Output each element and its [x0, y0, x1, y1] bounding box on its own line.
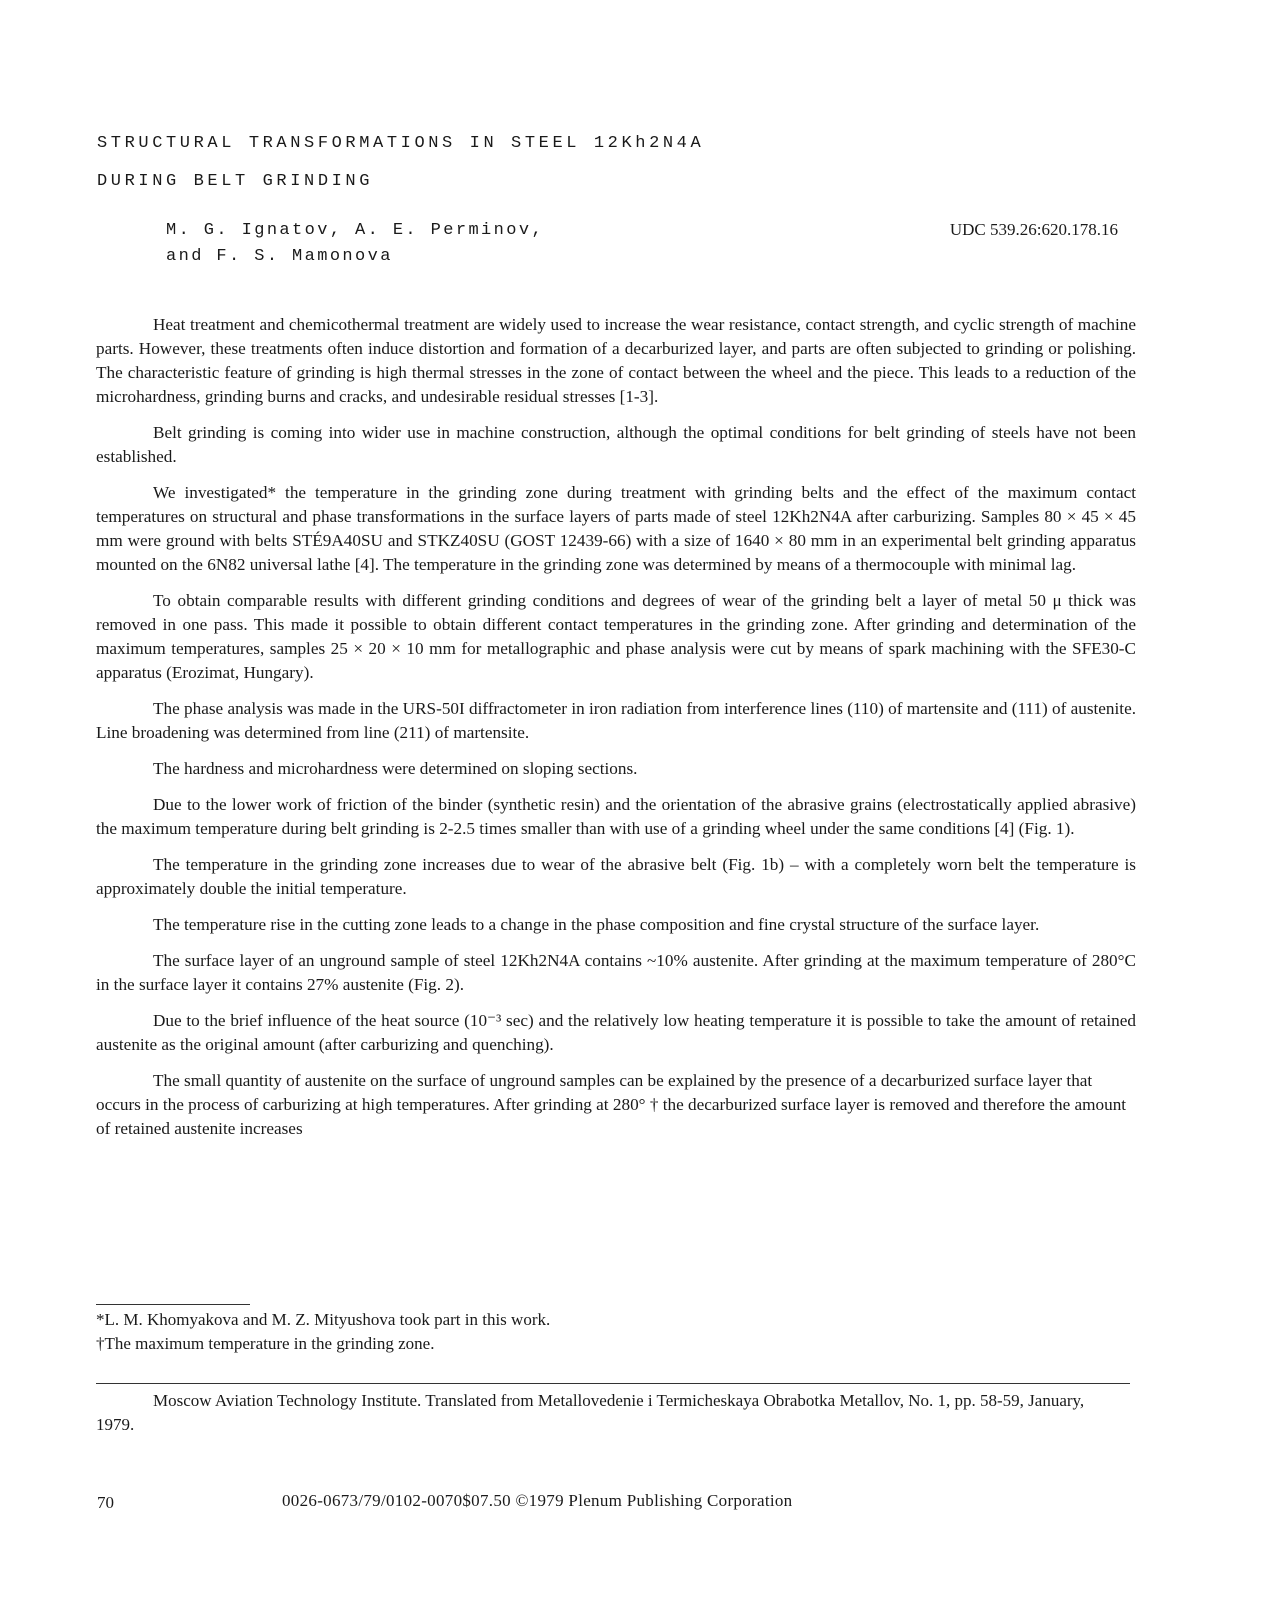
body-paragraph: Due to the lower work of friction of the binder (synthetic resin) and the orientation of the abrasive grains (electrostatically applied abrasive) the maximum temperature during belt grinding is 2-2.5 times smaller than with use of a grinding wheel under the same conditions [4] (Fig. 1). [96, 795, 1136, 838]
body-paragraph: The phase analysis was made in the URS-50I diffractometer in iron radiation from interference lines (110) of martensite and (111) of austenite. Line broadening was determined from line (211) of martensite. [96, 699, 1136, 742]
article-title-line-1: STRUCTURAL TRANSFORMATIONS IN STEEL 12Kh2N4A [97, 134, 705, 153]
body-paragraph: The surface layer of an unground sample of steel 12Kh2N4A contains ~10% austenite. After grinding at the maximum temperature of 280°C in the surface layer it contains 27% austenite (Fig. 2). [96, 951, 1136, 994]
footnote: *L. M. Khomyakova and M. Z. Mityushova took part in this work. [96, 1310, 551, 1329]
body-paragraph: The temperature rise in the cutting zone leads to a change in the phase composition and fine crystal structure of the surface layer. [153, 915, 1040, 934]
article-title-line-2: DURING BELT GRINDING [97, 172, 374, 191]
body-paragraph: Heat treatment and chemicothermal treatment are widely used to increase the wear resistance, contact strength, and cyclic strength of machine parts. However, these treatments often induce distortion and formation of a decarburized layer, and parts are often subjected to grinding or polishing. The characteristic feature of grinding is high thermal stresses in the zone of contact between the wheel and the piece. This leads to a reduction of the microhardness, grinding burns and cracks, and undesirable residual stresses [1-3]. [96, 315, 1136, 406]
body-paragraph: Belt grinding is coming into wider use in machine construction, although the optimal conditions for belt grinding of steels have not been established. [96, 423, 1136, 466]
footnotes [96, 1308, 550, 1356]
authors-line-2: and F. S. Mamonova [166, 247, 393, 266]
affiliation-text: Moscow Aviation Technology Institute. Translated from Metallovedenie i Termicheskaya Obrabotka Metallov, No. 1, pp. 58-59, January, 1979. [96, 1391, 1085, 1434]
body-paragraph: We investigated* the temperature in the grinding zone during treatment with grinding belts and the effect of the maximum contact temperatures on structural and phase transformations in the surface layers of parts made of steel 12Kh2N4A after carburizing. Samples 80 × 45 × 45 mm were ground with belts STÉ9A40SU and STKZ40SU (GOST 12439-66) with a size of 1640 × 80 mm in an experimental belt grinding apparatus mounted on the 6N82 universal lathe [4]. The temperature in the grinding zone was determined by means of a thermocouple with minimal lag. [96, 483, 1136, 574]
author-list [166, 218, 544, 270]
page-number: 70 [97, 1493, 114, 1512]
affiliation-divider [96, 1383, 1130, 1384]
copyright-line: 0026-0673/79/0102-0070$07.50 ©1979 Plenum Publishing Corporation [282, 1491, 793, 1510]
body-paragraph: The small quantity of austenite on the surface of unground samples can be explained by the presence of a decarburized surface layer that occurs in the process of carburizing at high temperatures. After grinding at 280° † the decarburized surface layer is removed and therefore the amount of retained austenite increases [96, 1071, 1127, 1138]
body-paragraph: To obtain comparable results with different grinding conditions and degrees of wear of the grinding belt a layer of metal 50 μ thick was removed in one pass. This made it possible to obtain different contact temperatures in the grinding zone. After grinding and determination of the maximum temperatures, samples 25 × 20 × 10 mm for metallographic and phase analysis were cut by means of spark machining with the SFE30-C apparatus (Erozimat, Hungary). [96, 591, 1136, 682]
affiliation-block [96, 1389, 1096, 1437]
footnote: †The maximum temperature in the grinding zone. [96, 1334, 435, 1353]
article-body [96, 313, 1136, 1153]
body-paragraph: The temperature in the grinding zone increases due to wear of the abrasive belt (Fig. 1b) – with a completely worn belt the temperature is approximately double the initial temperature. [96, 855, 1136, 898]
body-paragraph: Due to the brief influence of the heat source (10⁻³ sec) and the relatively low heating temperature it is possible to take the amount of retained austenite as the original amount (after carburizing and quenching). [96, 1011, 1136, 1054]
footnote-divider [96, 1304, 250, 1305]
authors-line-1: M. G. Ignatov, A. E. Perminov, [166, 221, 545, 240]
udc-code: UDC 539.26:620.178.16 [949, 220, 1118, 239]
body-paragraph: The hardness and microhardness were determined on sloping sections. [153, 759, 638, 778]
